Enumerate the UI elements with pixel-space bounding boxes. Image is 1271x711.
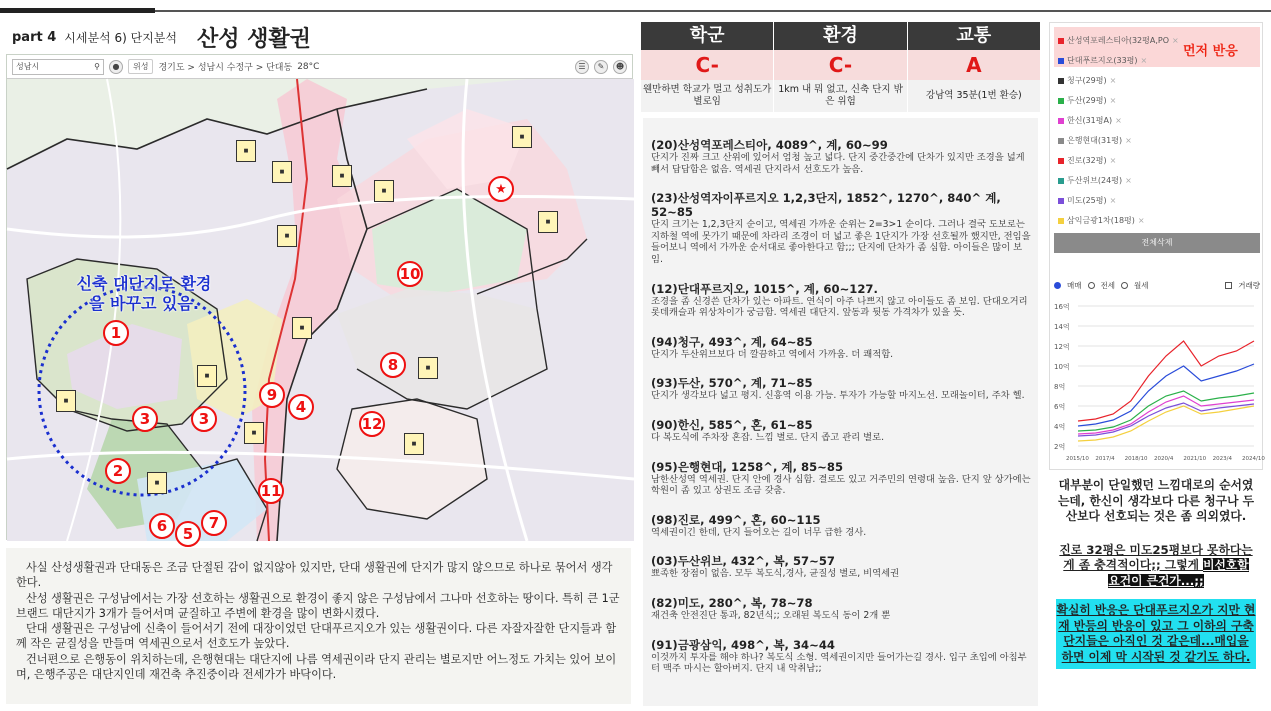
map-price-pin[interactable]: ■: [374, 180, 394, 202]
color-swatch: [1058, 138, 1064, 144]
color-swatch: [1058, 118, 1064, 124]
x-tick-label: 2015/10: [1066, 456, 1089, 462]
commentary-p2b: 비선호할 요건이 큰건가...;;: [1108, 558, 1249, 588]
complex-title: (82)미도, 280^, 복, 78~78: [651, 595, 813, 610]
page-header: [12, 22, 311, 53]
color-swatch: [1058, 198, 1064, 204]
x-tick-label: 2017/4: [1095, 456, 1115, 462]
map-badge-2[interactable]: 2: [105, 458, 131, 484]
list-item: [651, 638, 1032, 675]
radio-label: 전세: [1100, 281, 1115, 290]
filter-item[interactable]: [1058, 111, 1179, 131]
color-swatch: [1058, 98, 1064, 104]
map-badge-8[interactable]: 8: [380, 352, 406, 378]
filter-label: 단대푸르지오(33평): [1067, 56, 1138, 65]
close-icon[interactable]: ×: [1109, 96, 1117, 105]
color-swatch: [1058, 78, 1064, 84]
map-view[interactable]: [6, 54, 633, 543]
checkbox-label: 거래량: [1238, 281, 1260, 290]
map-view-chip[interactable]: 위성: [128, 59, 153, 74]
x-tick-label: 2020/4: [1154, 456, 1174, 462]
filter-label: 진로(32평): [1067, 156, 1107, 165]
map-badge-7[interactable]: 7: [201, 510, 227, 536]
map-price-pin[interactable]: ■: [272, 161, 292, 183]
map-search-input[interactable]: [12, 59, 104, 75]
map-badge-1[interactable]: 1: [103, 320, 129, 346]
filter-label: 은행현대(31평): [1067, 136, 1123, 145]
x-tick-label: 2024/10: [1242, 456, 1265, 462]
grade-note-school: 웬만하면 학교가 멀고 성취도가 별로임: [641, 80, 774, 112]
filter-label: 두산(29평): [1067, 96, 1107, 105]
complex-desc: 재건축 안전진단 통과, 82년식;; 오래된 복도식 동이 2개 뿐: [651, 609, 891, 621]
complex-desc: 조경을 좀 신경쓴 단차가 있는 아파트. 연식이 아주 나쁘지 않고 아이들도 좀 보임. 단대오거리 롯데캐슬과 위상차이가 궁금함. 역세권 대단지. 앞동과 뒷동 가격차가 있을 듯.: [651, 295, 1028, 319]
complex-title: (95)은행현대, 1258^, 계, 85~85: [651, 459, 844, 474]
list-item: [651, 596, 1032, 622]
map-annotation: 신축 대단지로 환경을 바꾸고 있음.: [76, 274, 212, 313]
trade-type-radios: [1054, 280, 1260, 291]
complex-desc: 단지가 진짜 크고 산위에 있어서 엄청 높고 넓다. 단지 중간중간에 단차가 있지만 조경을 넓게 빼서 답답함은 없음. 역세권 단지라서 선호도가 높음.: [651, 152, 1025, 175]
complex-title: (03)두산위브, 432^, 복, 57~57: [651, 554, 835, 569]
map-badge-11[interactable]: 11: [258, 478, 284, 504]
close-icon[interactable]: ×: [1109, 76, 1117, 85]
summary-paragraph: 단대 생활권은 구성남에 신축이 들어서기 전에 대장이었던 단대푸르지오가 있는 생활권이다. 다른 자잘자잘한 단지들과 함께 작은 균질성을 만들며 역세권으로서 선호도가 높았다.: [16, 622, 617, 651]
section-label: 시세분석 6) 단지분석: [64, 31, 177, 45]
list-item: [651, 335, 1032, 361]
radio-sale[interactable]: [1054, 282, 1061, 289]
filter-item[interactable]: [1058, 31, 1179, 51]
map-price-pin[interactable]: ■: [292, 317, 312, 339]
y-tick-label: 8억: [1054, 383, 1066, 391]
map-badge-3b[interactable]: 3: [191, 406, 217, 432]
color-swatch: [1058, 158, 1064, 164]
map-price-pin[interactable]: ■: [56, 390, 76, 412]
close-icon[interactable]: ×: [1115, 116, 1122, 125]
filter-label: 산성역포레스티아(32평A,PO: [1067, 36, 1169, 45]
filter-item[interactable]: [1058, 71, 1179, 91]
color-swatch: [1058, 218, 1064, 224]
list-item: [651, 191, 1032, 265]
grade-note-environment: 1km 내 뭐 없고, 신축 단지 밖은 위험: [774, 80, 907, 112]
filter-label: 미도(25평): [1067, 196, 1107, 205]
map-badge-10[interactable]: 10: [397, 261, 423, 287]
complex-title: (93)두산, 570^, 계, 71~85: [651, 376, 813, 391]
reset-all-button[interactable]: 전체삭제: [1054, 233, 1260, 253]
radio-label: 매매: [1067, 281, 1082, 290]
color-swatch: [1058, 58, 1064, 64]
list-item: [651, 376, 1032, 402]
measure-icon[interactable]: ✎: [594, 60, 608, 74]
y-tick-label: 10억: [1054, 363, 1070, 371]
list-item: [651, 513, 1032, 539]
page-title: 산성 생활권: [196, 27, 311, 52]
series-line: [1078, 406, 1254, 441]
map-badge-star[interactable]: ★: [488, 176, 514, 202]
x-tick-label: 2023/4: [1212, 456, 1233, 462]
list-item: [651, 554, 1032, 580]
y-tick-label: 6억: [1054, 403, 1066, 411]
list-item: [651, 418, 1032, 444]
map-price-pin[interactable]: ■: [236, 140, 256, 162]
complex-desc: 이것까지 투자를 해야 하나? 복도식 소형. 역세권이지만 들어가는길 경사. 입구 초입에 아침부터 맥주 마시는 할아버지. 단지 내 악취남;;: [651, 651, 1027, 675]
summary-box: [6, 548, 631, 704]
price-panel: [1049, 22, 1263, 470]
summary-paragraph: 사실 산성생활권과 단대동은 조금 단절된 감이 없지않아 있지만, 단대 생활권에 단지가 많지 않으므로 하나로 묶어서 생각한다.: [16, 561, 613, 590]
filter-label: 두산위브(24평): [1067, 176, 1123, 185]
map-price-pin[interactable]: ■: [197, 365, 217, 387]
map-badge-5[interactable]: 5: [175, 521, 201, 547]
close-icon[interactable]: ×: [1172, 36, 1179, 45]
grade-school: C-: [641, 50, 774, 80]
volume-checkbox[interactable]: [1225, 282, 1232, 289]
list-item: [651, 138, 1032, 175]
close-icon[interactable]: ×: [1125, 136, 1132, 145]
complex-title: (12)단대푸르지오, 1015^, 계, 60~127.: [651, 281, 878, 296]
radio-label: 월세: [1134, 281, 1149, 290]
complex-filter-list: [1058, 31, 1179, 231]
y-tick-label: 2억: [1054, 443, 1066, 451]
filter-label: 청구(29평): [1067, 76, 1107, 85]
commentary-p2a: 진로 32평은 미도25평보다 못하다는게 좀 충격적이다;; 그렇게: [1059, 542, 1253, 572]
weather-readout: 28°C: [297, 61, 320, 72]
close-icon[interactable]: ×: [1125, 176, 1132, 185]
filter-label: 한신(31평A): [1067, 116, 1113, 125]
map-badge-6[interactable]: 6: [149, 513, 175, 539]
list-item: [651, 460, 1032, 497]
x-tick-label: 2018/10: [1124, 456, 1148, 462]
complex-title: (23)산성역자이푸르지오 1,2,3단지, 1852^, 1270^, 840^ 계, 52~85: [651, 191, 1001, 220]
complex-title: (20)산성역포레스티아, 4089^, 계, 60~99: [651, 138, 888, 152]
close-icon[interactable]: ×: [1109, 156, 1117, 165]
complex-desc: 단지가 두산위브보다 더 깔끔하고 역에서 가까움. 더 쾌적함.: [651, 348, 894, 360]
complex-list: [643, 118, 1038, 706]
complex-title: (91)금광삼익, 498^, 복, 34~44: [651, 637, 835, 652]
commentary-p1: 대부분이 단일했던 느낌대로의 순서였는데, 한신이 생각보다 다른 청구나 두산보다 선호되는 것은 좀 의외였다.: [1058, 478, 1254, 523]
summary-paragraph: 산성 생활권은 구성남에서는 가장 선호하는 생활권으로 환경이 좋지 않은 구성남에서 그나마 선호하는 땅이다. 특히 큰 1군브랜드 대단지가 3개가 들어서며 균질하고 주변에 환경을 많이 변화시켰다.: [16, 591, 620, 620]
first-response-label: 먼저 반응: [1183, 44, 1238, 59]
complex-title: (94)청구, 493^, 계, 64~85: [651, 334, 813, 349]
series-line: [1078, 341, 1254, 421]
grade-header-transport: 교통: [908, 22, 1041, 50]
map-badge-4[interactable]: 4: [288, 394, 314, 420]
grade-transport: A: [908, 50, 1041, 80]
commentary: [1056, 478, 1256, 679]
filter-item[interactable]: [1058, 151, 1179, 171]
profile-icon[interactable]: ☻: [613, 60, 627, 74]
filter-item[interactable]: [1058, 91, 1179, 111]
price-chart: [1052, 298, 1265, 468]
filter-item[interactable]: [1058, 171, 1179, 191]
complex-desc: 단지가 생각보다 넓고 평지. 신흥역 이용 가능. 투자가 가능할 마지노선. 모래놀이터, 주차 헬.: [651, 390, 1025, 402]
color-swatch: [1058, 38, 1064, 44]
map-badge-12[interactable]: 12: [359, 411, 385, 437]
grade-header-school: 학군: [641, 22, 774, 50]
grade-header-environment: 환경: [774, 22, 907, 50]
filter-item[interactable]: [1058, 131, 1179, 151]
y-tick-label: 12억: [1054, 343, 1070, 351]
map-price-pin[interactable]: ■: [244, 422, 264, 444]
map-price-pin[interactable]: ■: [404, 433, 424, 455]
map-toolbar: [7, 55, 632, 79]
top-rule: [0, 10, 1271, 12]
filter-item[interactable]: [1058, 211, 1179, 231]
layers-icon[interactable]: ☰: [575, 60, 589, 74]
search-icon: ⚲: [94, 62, 100, 71]
close-icon[interactable]: ×: [1140, 56, 1148, 65]
top-rule-accent: [0, 8, 155, 13]
filter-item[interactable]: [1058, 191, 1179, 211]
complex-title: (98)진로, 499^, 혼, 60~115: [651, 512, 821, 527]
complex-title: (90)한신, 585^, 혼, 61~85: [651, 417, 813, 432]
map-price-pin[interactable]: ■: [512, 126, 532, 148]
radio-monthly[interactable]: [1121, 282, 1128, 289]
map-search-text: 성남시: [16, 62, 40, 71]
commentary-p2: [1056, 543, 1256, 590]
list-item: [651, 282, 1032, 319]
map-price-pin[interactable]: ■: [538, 211, 558, 233]
y-tick-label: 4억: [1054, 423, 1066, 431]
map-price-pin[interactable]: ■: [418, 357, 438, 379]
complex-desc: 단지 크기는 1,2,3단지 순이고, 역세권 가까운 순위는 2=3>1 순이다. 그러나 결국 도보로는 지하철 역에 못가기 때문에 차라리 조경이 더 넓고 좋은 1단지가 가장 선호될까 했지만, 전임을 들어보니 역에서 가까운 순서대로 좋아한다고 함;;; 단지에 단차가 좀 심함. 아이들은 많이 보임.: [651, 219, 1031, 265]
summary-paragraph: 건너편으로 은행동이 위치하는데, 은행현대는 대단지에 나름 역세권이라 단지 관리는 별로지만 어느정도 가치는 있어 보이며, 은행주공은 대단지인데 재건축 추진중이라 전세가가 바닥이다.: [16, 652, 617, 682]
commentary-p3: 확실히 반응은 단대푸르지오가 지만 현재 반등의 반응이 있고 그 이하의 구축 단지들은 아직인 것 같은데...매입을 하면 이제 막 시작된 것 같기도 하다.: [1056, 599, 1256, 669]
close-icon[interactable]: ×: [1109, 196, 1117, 205]
close-icon[interactable]: ×: [1137, 216, 1145, 225]
color-swatch: [1058, 178, 1064, 184]
complex-desc: 다 복도식에 주차장 혼잡. 느낌 별로. 단지 좁고 관리 별로.: [651, 431, 885, 443]
location-icon[interactable]: ●: [109, 60, 123, 74]
map-region-breadcrumb: 경기도 > 성남시 수정구 > 단대동: [158, 63, 293, 73]
part-label: part 4: [12, 30, 57, 45]
map-price-pin[interactable]: ■: [147, 472, 167, 494]
complex-desc: 뾰족한 장점이 없음. 모두 복도식,경사, 균질성 별로, 비역세권: [651, 568, 900, 580]
radio-jeonse[interactable]: [1088, 282, 1095, 289]
map-badge-9[interactable]: 9: [259, 382, 285, 408]
filter-label: 삼익금광1차(18평): [1067, 216, 1135, 225]
y-tick-label: 14억: [1054, 323, 1070, 331]
grade-note-transport: 강남역 35분(1번 환승): [908, 80, 1041, 112]
complex-desc: 역세권이긴 한데, 단지 들어오는 길이 너무 급한 경사.: [651, 526, 867, 538]
x-tick-label: 2021/10: [1183, 456, 1207, 462]
filter-item[interactable]: [1058, 51, 1179, 71]
grade-environment: C-: [774, 50, 907, 80]
y-tick-label: 16억: [1054, 303, 1070, 311]
map-price-pin[interactable]: ■: [332, 165, 352, 187]
complex-desc: 남한산성역 역세권. 단지 안에 경사 심함. 결로도 있고 거주민의 연령대 높음. 단지 앞 상가에는 학원이 좀 있고 상권도 조금 갖춤.: [651, 473, 1031, 497]
map-badge-3a[interactable]: 3: [132, 406, 158, 432]
map-price-pin[interactable]: ■: [277, 225, 297, 247]
grade-table: [641, 22, 1041, 112]
